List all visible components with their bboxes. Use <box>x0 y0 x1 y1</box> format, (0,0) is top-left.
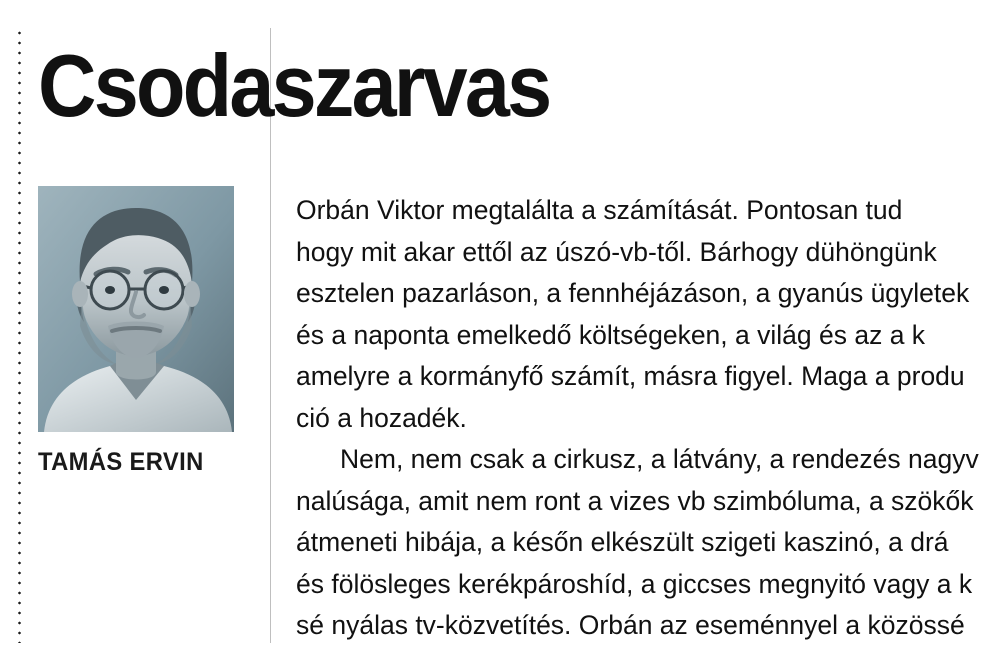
body-paragraph-1 <box>296 190 1000 439</box>
body-line: Orbán Viktor megtalálta a számítását. Pontosan tud <box>296 195 903 225</box>
page-title: Csodaszarvas <box>38 36 550 135</box>
body-line: sé nyálas tv-közvetítés. Orbán az eseménnyel a közössé <box>296 610 965 640</box>
article-body <box>296 190 1000 647</box>
body-line: hogy mit akar ettől az úszó-vb-től. Bárhogy dühöngünk <box>296 236 937 267</box>
portrait-illustration <box>38 186 234 432</box>
body-line: és fölösleges kerékpároshíd, a giccses megnyitó vagy a k <box>296 568 973 599</box>
author-portrait-photo <box>38 186 234 432</box>
body-line: esztelen pazarláson, a fennhéjázáson, a gyanús ügyletek <box>296 278 970 308</box>
body-line: átmeneti hibája, a későn elkészült szigeti kaszinó, a drá <box>296 527 949 557</box>
body-line: amelyre a kormányfő számít, másra figyel. Maga a produ <box>296 361 965 391</box>
left-dotted-rule <box>18 28 21 643</box>
body-line: és a naponta emelkedő költségeken, a világ és az a k <box>296 319 926 350</box>
body-line: nalúsága, amit nem ront a vizes vb szimbóluma, a szökők <box>296 485 974 516</box>
body-paragraph-2 <box>296 439 1000 647</box>
body-line: Nem, nem csak a cirkusz, a látvány, a rendezés nagyv <box>340 444 979 474</box>
author-byline: TAMÁS ERVIN <box>38 448 204 476</box>
body-line: ció a hozadék. <box>296 402 467 433</box>
